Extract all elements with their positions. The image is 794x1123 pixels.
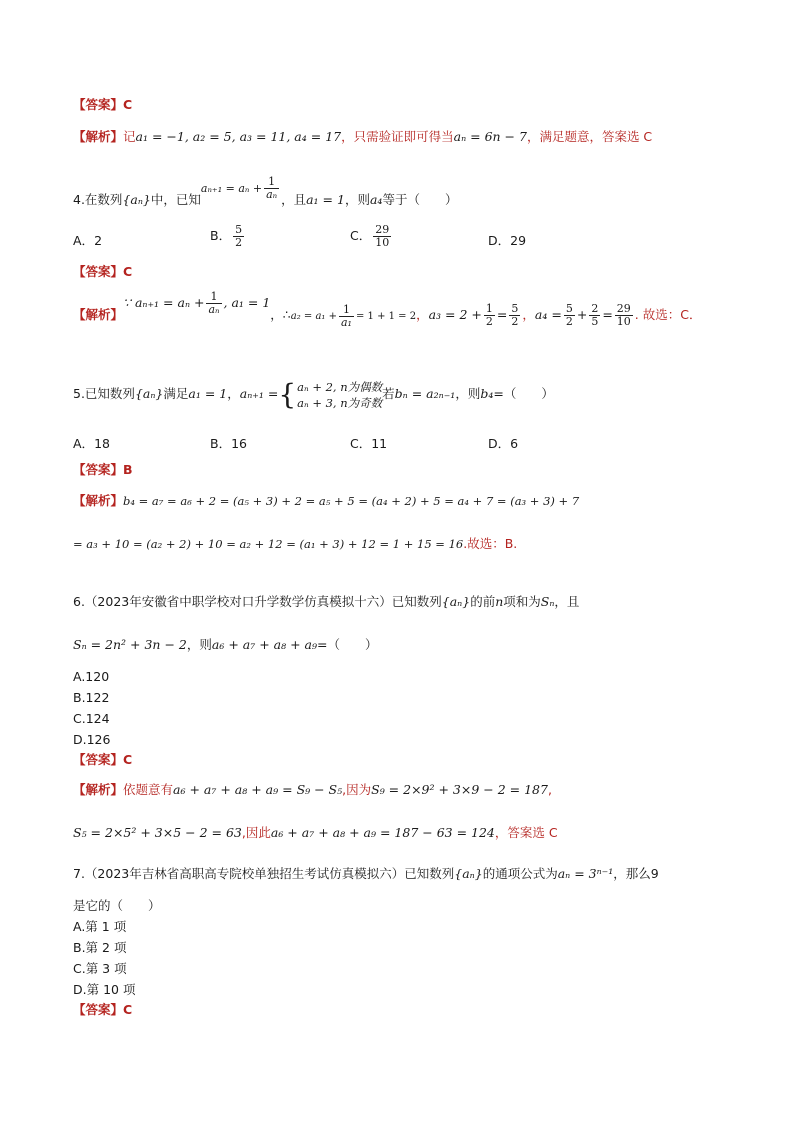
q4-option-a-value: 2 [94,233,103,248]
prev-analysis-seq: a₁ = −1, a₂ = 5, a₃ = 11, a₄ = 17 [135,129,342,144]
q4-option-b-label: B． [210,228,232,243]
q4-option-a-label: A． [73,233,95,248]
q4-sol-because [123,283,270,323]
q6-q-pre: ，则 [186,637,212,652]
q5-option-b-label: B． [210,436,232,451]
q4-sol-a4-eq: = [602,307,613,322]
q5-comma: ， [227,386,240,401]
q6-analysis-line-2 [73,824,558,842]
q4-comma-1: ， [416,307,429,322]
q7-answer-line [73,1001,132,1019]
q7-seq: {aₙ} [454,866,483,881]
q6-stem-end2: =（ ） [317,637,378,652]
q5-option-d-value: 6 [510,436,519,451]
answer-label: 【答案】 [73,264,124,279]
q7-option-c[interactable]: C.第 3 项 [73,961,127,976]
q7-answer-value: C [123,1002,133,1017]
q6-n: n [495,594,504,609]
q4-rec-frac [264,176,279,201]
q5-bdef: bₙ = a₂ₙ₋₁ [394,386,456,401]
q4-analysis [73,290,702,337]
q6-sol-res: a₆ + a₇ + a₈ + a₉ = 187 − 63 = 124 [270,825,495,840]
q5-option-c-label: C． [350,436,372,451]
q5-stem [73,374,554,414]
q4-sol-a2-num: 1 [339,304,354,317]
answer-label: 【答案】 [73,462,124,477]
q4-sol-a2-den: a₁ [341,315,352,329]
q4-option-d-label: D． [488,233,511,248]
q4-option-b-num: 5 [235,223,243,236]
q4-option-d-value: 29 [510,233,527,248]
q4-cond: a₁ = 1 [306,192,345,207]
q4-sol-a3 [428,302,523,328]
q4-option-c-num: 29 [375,223,390,236]
q6-stem-pre: 6.（2023年安徽省中职学校对口升学数学仿真模拟十六）已知数列 [73,594,442,609]
q4-sol-a3-den: 2 [485,315,493,328]
q4-sol-a4-n1: 5 [565,302,573,315]
q4-seq: {aₙ} [122,192,151,207]
q6-formula: Sₙ = 2n² + 3n − 2 [73,637,187,652]
q6-stem-mid: 的前 [470,594,496,609]
q4-stem-mid: 中，已知 [150,192,201,207]
q4-sol-a4-plus: + [576,307,588,322]
q4-stem-pre: 4.在数列 [73,192,123,207]
q7-option-d[interactable]: D.第 10 项 [73,982,136,997]
q5-option-c[interactable] [350,435,387,453]
q4-sol-a2 [290,302,417,329]
q4-sol-because-text: ∵ aₙ₊₁ = aₙ + [123,295,205,310]
q5-option-a[interactable] [73,435,110,453]
q4-sol-a4-n2: 2 [591,302,599,315]
q4-sol-a3-text: a₃ = 2 + [428,307,482,322]
q4-rec-den: aₙ [266,188,278,201]
q4-option-b[interactable] [210,224,246,249]
q4-sol-a4 [534,302,635,328]
prev-analysis-formula: aₙ = 6n − 7 [453,129,527,144]
q4-option-c-label: C． [350,228,372,243]
q5-option-d-label: D． [488,436,511,451]
q6-option-d[interactable]: D.126 [73,732,111,747]
q5-cond: a₁ = 1 [188,386,228,401]
q4-sol-a4-d2: 5 [591,315,599,328]
q4-cond-pre: ，且 [281,192,307,207]
q5-option-c-value: 11 [371,436,388,451]
q4-option-d[interactable] [488,232,526,250]
q4-option-c[interactable] [350,224,393,249]
q5-sol-line-1: b₄ = a₇ = a₆ + 2 = (a₅ + 3) + 2 = a₅ + 5 = (a₄ + 2) + 5 = a₄ + 7 = (a₃ + 3) + 7 [123,494,580,508]
q6-sn: Sₙ [540,594,555,609]
q5-sol-line-2: = a₃ + 10 = (a₂ + 2) + 10 = a₂ + 12 = (a₁ + 3) + 12 = 1 + 15 = 16 [73,537,464,551]
q5-case-1: aₙ + 2, n为偶数 [297,379,383,394]
q6-option-b[interactable]: B.122 [73,690,110,705]
q7-stem-mid: 的通项公式为 [482,866,558,881]
prev-analysis-mid: ，只需验证即可得当 [341,129,454,144]
q4-sol-b-den: aₙ [208,303,220,316]
q7-formula: aₙ = 3ⁿ⁻¹ [557,866,614,881]
prev-analysis-line [73,128,652,146]
q5-seq: {aₙ} [134,386,164,401]
q4-option-b-den: 2 [235,236,243,249]
q5-option-a-label: A． [73,436,95,451]
q4-stem-end: 等于（ ） [382,192,458,207]
q4-sol-a4-rn: 29 [616,302,631,315]
q6-sol-because: ,因为 [342,782,372,797]
q4-answer-line [73,263,132,281]
q6-sol-hence: ,因此 [241,825,271,840]
q4-sol-a3-rn: 5 [511,302,519,315]
q6-stem-mid2: 项和为 [503,594,541,609]
q4-target: a₄ [369,192,383,207]
q7-option-a[interactable]: A.第 1 项 [73,919,127,934]
analysis-label: 【解析】 [73,782,124,797]
q4-sol-a2-tail: = 1 + 1 = 2 [355,311,417,322]
q5-option-a-value: 18 [94,436,110,451]
q6-stem-end1: ，且 [554,594,580,609]
analysis-label: 【解析】 [73,129,124,144]
analysis-label: 【解析】 [73,493,124,508]
q5-option-d[interactable] [488,435,518,453]
q5-stem-end: =（ ） [493,386,554,401]
q7-stem-pre: 7.（2023年吉林省高职高专院校单独招生考试仿真模拟六）已知数列 [73,866,455,881]
q6-sol-s9: S₉ = 2×9² + 3×9 − 2 = 187 [371,782,548,797]
q5-b-pre: 若 [382,386,395,401]
q6-sum: a₆ + a₇ + a₈ + a₉ [211,637,318,652]
q5-sol-end: .故选：B. [463,536,518,551]
q4-recurrence [201,172,281,205]
q6-sol-pre: 依题意有 [123,782,174,797]
q4-sol-a3-rd: 2 [511,315,519,328]
q5-answer-value: B [123,462,133,477]
prev-analysis-prefix: 记 [123,129,136,144]
prev-analysis-suffix: ，满足题意，答案选 C [526,129,653,144]
q5-brace: { [278,377,297,411]
q6-stem-line-2 [73,636,378,654]
q5-stem-pre: 5.已知数列 [73,386,135,401]
q5-analysis-line-1 [73,492,579,510]
q4-rec-num: 1 [264,176,279,189]
q4-sol-a4-text: a₄ = [534,307,562,322]
q5-rec-left: aₙ₊₁ = [239,386,279,401]
q4-sol-a2-text: a₂ = a₁ + [290,311,337,322]
analysis-label: 【解析】 [73,307,124,322]
q6-seq: {aₙ} [441,594,471,609]
q4-sol-b-tail: , a₁ = 1 [223,295,271,310]
q5-cases [297,379,382,411]
q7-option-b[interactable]: B.第 2 项 [73,940,127,955]
q5-option-b-value: 16 [231,436,247,451]
q6-sol-end: ，答案选 C [494,825,558,840]
q4-answer-value: C [123,264,133,279]
q7-stem-line-1 [73,865,659,883]
q4-stem [73,175,458,217]
q4-sol-a3-eq: = [496,307,508,322]
q5-case-2: aₙ + 3, n为奇数 [297,395,383,410]
prev-answer-value: C [123,97,133,112]
q5-btarget: b₄ [480,386,494,401]
q4-sol-a3-num: 1 [485,302,493,315]
q6-option-a[interactable]: A.120 [73,669,110,684]
answer-label: 【答案】 [73,752,124,767]
q4-option-c-den: 10 [375,236,390,249]
q7-stem-line-2: 是它的（ ） [73,898,161,913]
q6-sol-s5: S₅ = 2×5² + 3×5 − 2 = 63 [73,825,242,840]
q6-option-c[interactable]: C.124 [73,711,110,726]
q4-sol-a4-d1: 2 [565,315,573,328]
q7-stem-end: ，那么9 [613,866,659,881]
q4-sol-end: . 故选：C． [634,307,702,322]
q4-option-a[interactable] [73,232,102,250]
q4-rec-left: aₙ₊₁ = aₙ + [200,182,263,195]
q4-sol-a4-rd: 10 [616,315,631,328]
q5-answer-line [73,461,133,479]
q5-analysis-line-2 [73,535,517,553]
q6-answer-line [73,751,132,769]
q4-sol-therefore: ，∴ [270,307,291,322]
q5-stem-mid: 满足 [163,386,189,401]
q4-comma-2: ， [522,307,535,322]
q6-sol-sum: a₆ + a₇ + a₈ + a₉ = S₉ − S₅ [173,782,343,797]
answer-label: 【答案】 [73,97,124,112]
q6-answer-value: C [123,752,133,767]
q6-sol-comma: , [547,782,552,797]
q6-analysis-line-1 [73,781,552,799]
q5-option-b[interactable] [210,435,247,453]
q4-cond-post: ，则 [344,192,370,207]
answer-label: 【答案】 [73,1002,124,1017]
prev-answer-line [73,96,132,114]
q5-b-post: ，则 [455,386,481,401]
q4-sol-b-num: 1 [206,291,221,304]
q6-stem-line-1 [73,593,579,611]
